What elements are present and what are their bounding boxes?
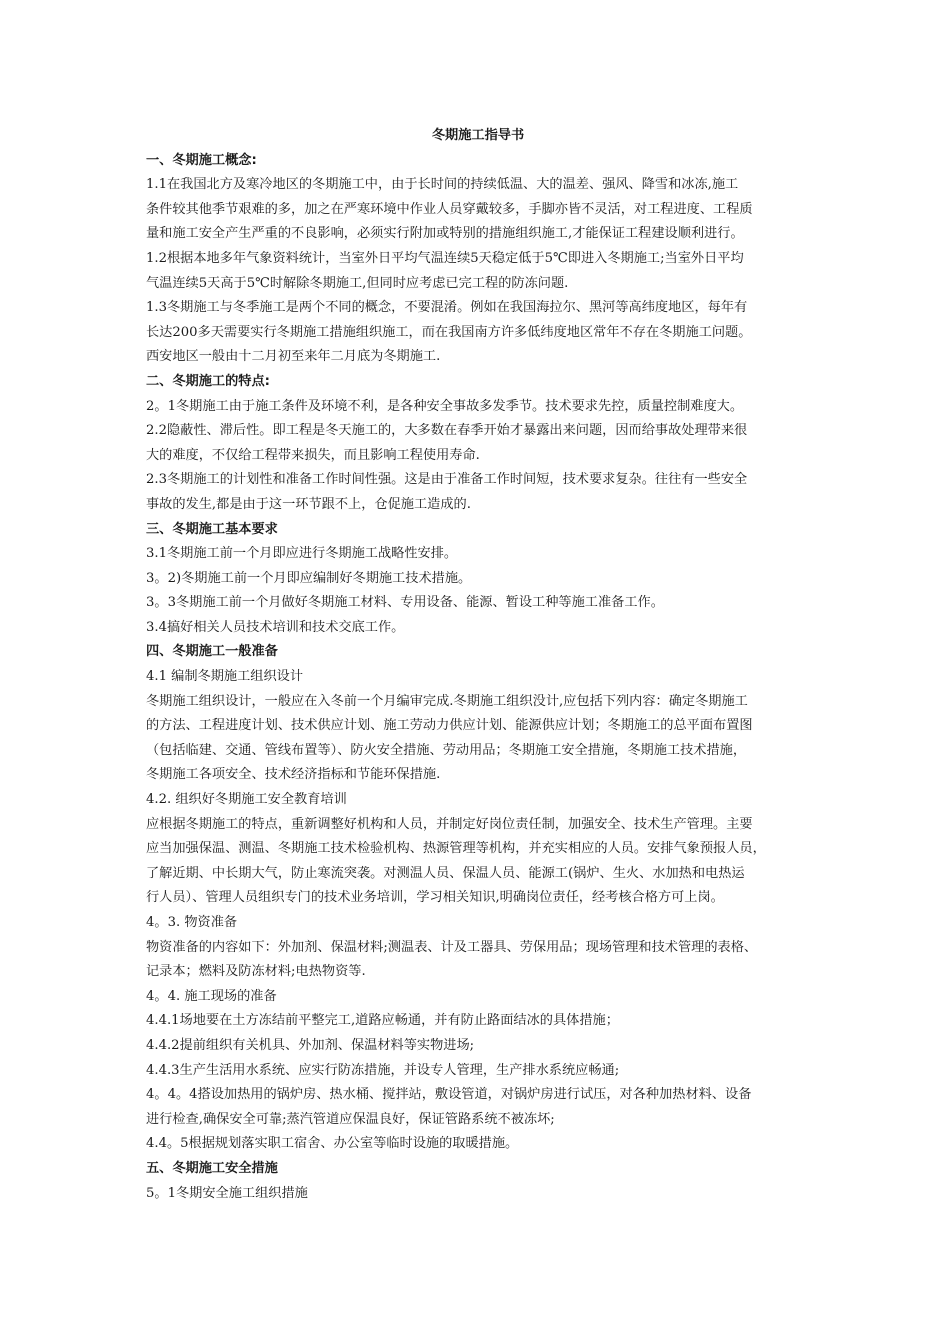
text-line: 事故的发生,都是由于这一环节跟不上，仓促施工造成的. bbox=[146, 496, 471, 512]
document-page bbox=[146, 124, 810, 1206]
section-heading: 一、冬期施工概念: bbox=[146, 152, 257, 168]
paragraph bbox=[146, 591, 810, 616]
paragraph bbox=[146, 1083, 810, 1132]
section-heading: 三、冬期施工基本要求 bbox=[146, 521, 278, 537]
text-line: 记录本；燃料及防冻材料;电热物资等. bbox=[146, 964, 366, 980]
text-line: 2.3冬期施工的计划性和准备工作时间性强。这是由于准备工作时间短，技术要求复杂。往往有一些安全 bbox=[146, 472, 748, 488]
paragraph bbox=[146, 468, 810, 517]
paragraph bbox=[146, 542, 810, 567]
paragraph bbox=[146, 616, 810, 641]
paragraph bbox=[146, 247, 810, 296]
text-line: 1.1在我国北方及寒冷地区的冬期施工中，由于长时间的持续低温、大的温差、强风、降雪和冰冻,施工 bbox=[146, 177, 739, 193]
text-line: 3。3冬期施工前一个月做好冬期施工材料、专用设备、能源、暂设工种等施工准备工作。 bbox=[146, 595, 664, 611]
text-line: 3。2)冬期施工前一个月即应编制好冬期施工技术措施。 bbox=[146, 570, 472, 586]
text-line: 物资准备的内容如下：外加剂、保温材料;测温表、计及工器具、劳保用品；现场管理和技术管理的表格、 bbox=[146, 939, 758, 955]
text-line: 4.4.2提前组织有关机具、外加剂、保温材料等实物进场; bbox=[146, 1037, 475, 1053]
text-line: 3.4搞好相关人员技术培训和技术交底工作。 bbox=[146, 619, 405, 635]
text-line: 4.1 编制冬期施工组织设计 bbox=[146, 669, 304, 685]
text-line: 行人员）、管理人员组织专门的技术业务培训，学习相关知识,明确岗位责任，经考核合格方可上岗。 bbox=[146, 890, 724, 906]
paragraph bbox=[146, 985, 810, 1010]
text-line: 西安地区一般由十二月初至来年二月底为冬期施工. bbox=[146, 349, 441, 365]
text-line: 4.2. 组织好冬期施工安全教育培训 bbox=[146, 792, 347, 808]
section-heading: 四、冬期施工一般准备 bbox=[146, 644, 278, 660]
section-heading: 二、冬期施工的特点: bbox=[146, 373, 270, 389]
text-line: 4。3. 物资准备 bbox=[146, 915, 238, 930]
text-line: 1.3冬期施工与冬季施工是两个不同的概念，不要混淆。例如在我国海拉尔、黑河等高纬度地区，每年有 bbox=[146, 300, 748, 316]
text-line: 2.2隐蔽性、滞后性。即工程是冬天施工的，大多数在春季开始才暴露出来问题，因而给事故处理带来很 bbox=[146, 423, 748, 439]
text-line: 的方法、工程进度计划、技术供应计划、施工劳动力供应计划、能源供应计划；冬期施工的总平面布置图 bbox=[146, 718, 753, 734]
paragraph bbox=[146, 1009, 810, 1034]
document-title: 冬期施工指导书 bbox=[431, 128, 525, 143]
paragraph bbox=[146, 813, 810, 911]
paragraph bbox=[146, 1132, 810, 1157]
text-line: 应根据冬期施工的特点，重新调整好机构和人员，并制定好岗位责任制，加强安全、技术生产管理。主要 bbox=[146, 816, 753, 832]
paragraph bbox=[146, 665, 810, 690]
text-line: 4.4.1场地要在土方冻结前平整完工,道路应畅通，并有防止路面结冰的具体措施； bbox=[146, 1013, 619, 1029]
text-line: 4。4. 施工现场的准备 bbox=[146, 988, 277, 1004]
text-line: （包括临建、交通、管线布置等）、防火安全措施、劳动用品；冬期施工安全措施，冬期施工技术措施， bbox=[146, 742, 747, 758]
text-line: 1.2根据本地多年气象资料统计，当室外日平均气温连续5天稳定低于5℃即进入冬期施工;当室外日平均 bbox=[146, 250, 744, 266]
text-line: 量和施工安全产生严重的不良影响，必须实行附加或特别的措施组织施工,才能保证工程建设顺利进行。 bbox=[146, 226, 744, 242]
text-line: 了解近期、中长期大气，防止寒流突袭。对测温人员、保温人员、能源工(锅炉、生火、水加热和电热运 bbox=[146, 865, 745, 881]
document-body bbox=[146, 149, 810, 1207]
paragraph bbox=[146, 936, 810, 985]
paragraph bbox=[146, 296, 810, 370]
text-line: 进行检查,确保安全可靠;蒸汽管道应保温良好，保证管路系统不被冻坏; bbox=[146, 1111, 555, 1127]
text-line: 5。1冬期安全施工组织措施 bbox=[146, 1185, 308, 1201]
paragraph bbox=[146, 395, 810, 420]
paragraph bbox=[146, 567, 810, 592]
text-line: 应当加强保温、测温、冬期施工技术检验机构、热源管理等机构，并充实相应的人员。安排气象预报人员， bbox=[146, 841, 766, 857]
text-line: 气温连续5天高于5℃时解除冬期施工,但同时应考虑已完工程的防冻问题. bbox=[146, 275, 569, 291]
text-line: 条件较其他季节艰难的多，加之在严寒环境中作业人员穿戴较多，手脚亦皆不灵活，对工程进度、工程质 bbox=[146, 201, 753, 217]
text-line: 冬期施工各项安全、技术经济指标和节能环保措施. bbox=[146, 767, 441, 783]
paragraph bbox=[146, 911, 810, 936]
text-line: 3.1冬期施工前一个月即应进行冬期施工战略性安排。 bbox=[146, 546, 458, 562]
text-line: 长达200多天需要实行冬期施工措施组织施工，而在我国南方许多低纬度地区常年不存在冬期施工问题。 bbox=[146, 324, 752, 340]
text-line: 4。4。4搭设加热用的锅炉房、热水桶、搅拌站，敷设管道，对锅炉房进行试压，对各种加热材料、设备 bbox=[146, 1087, 752, 1103]
text-line: 2。1冬期施工由于施工条件及环境不利，是各种安全事故多发季节。技术要求先控，质量控制难度大。 bbox=[146, 398, 744, 414]
paragraph bbox=[146, 1034, 810, 1059]
text-line: 大的难度，不仅给工程带来损失，而且影响工程使用寿命. bbox=[146, 447, 480, 463]
paragraph bbox=[146, 690, 810, 788]
paragraph bbox=[146, 173, 810, 247]
text-line: 4.4.3生产生活用水系统、应实行防冻措施，并设专人管理，生产排水系统应畅通; bbox=[146, 1062, 620, 1078]
paragraph bbox=[146, 419, 810, 468]
text-line: 冬期施工组织设计，一般应在入冬前一个月编审完成.冬期施工组织没计,应包括下列内容：确定冬期施工 bbox=[146, 693, 748, 709]
paragraph bbox=[146, 788, 810, 813]
section-heading: 五、冬期施工安全措施 bbox=[146, 1160, 278, 1176]
text-line: 4.4。5根据规划落实职工宿舍、办公室等临时设施的取暖措施。 bbox=[146, 1136, 519, 1152]
paragraph bbox=[146, 1059, 810, 1084]
paragraph bbox=[146, 1182, 810, 1207]
